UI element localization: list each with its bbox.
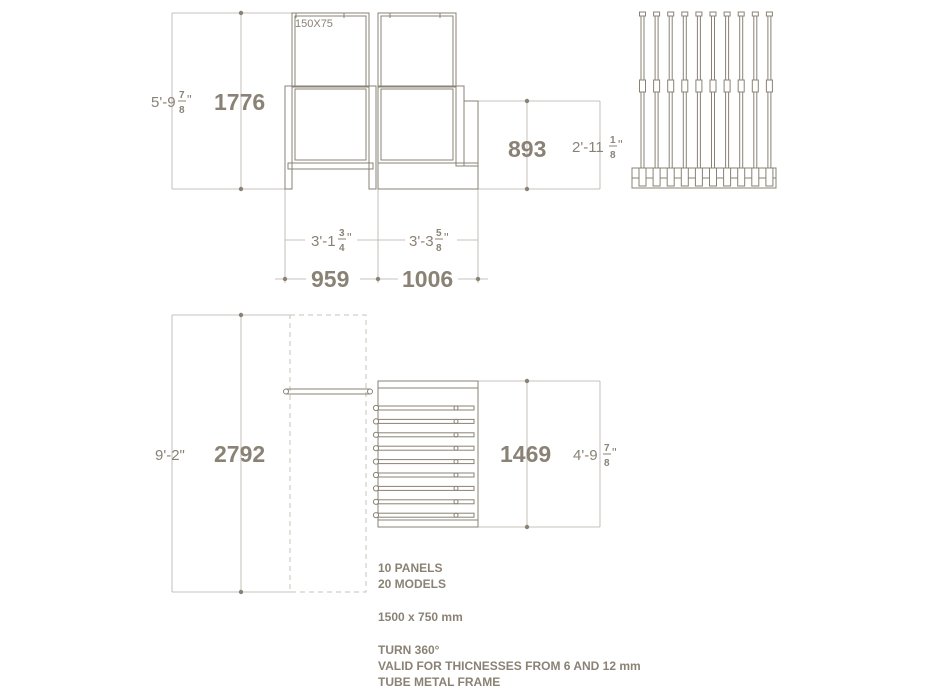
- note-frame: TUBE METAL FRAME: [378, 675, 501, 689]
- front-right-panel: [378, 13, 478, 189]
- base-height-ft-den: 8: [610, 150, 616, 161]
- plan-rod: [373, 419, 474, 424]
- side-view-rod: [766, 12, 773, 186]
- side-view-rod: [653, 12, 660, 186]
- depth-mm: 1469: [500, 441, 552, 467]
- base-height-ft-int: 2'-11: [572, 139, 604, 156]
- notes-features-block: [378, 642, 641, 690]
- inch-mark: ": [444, 230, 449, 245]
- profile-label: 150X75: [295, 18, 333, 30]
- side-view-rod: [681, 12, 688, 186]
- height-ft-int: 5'-9: [151, 94, 176, 111]
- depth-ft-num: 7: [604, 443, 610, 454]
- note-valid: VALID FOR THICNESSES FROM 6 AND 12 mm: [378, 659, 641, 673]
- rotation-envelope: [290, 315, 366, 592]
- width-left-mm: 959: [311, 266, 350, 292]
- plan-frame: [378, 381, 478, 527]
- height-mm: 1776: [214, 89, 266, 115]
- note-panels: 10 PANELS: [378, 561, 443, 575]
- width-right-ft-num: 5: [436, 228, 442, 239]
- height-ft-den: 8: [179, 105, 185, 116]
- side-view-rod: [710, 12, 717, 186]
- notes-size-block: [378, 609, 463, 625]
- depth-ft-int: 4'-9: [573, 447, 598, 464]
- width-right-ft-den: 8: [436, 243, 442, 254]
- plan-rod: [373, 486, 474, 491]
- inch-mark: ": [187, 92, 192, 107]
- plan-rod: [373, 499, 474, 504]
- side-view-rod: [667, 12, 674, 186]
- plan-rod: [373, 446, 474, 451]
- side-view-rod: [695, 12, 702, 186]
- side-view-rod: [639, 12, 646, 186]
- side-view-rod: [738, 12, 745, 186]
- width-left-ft-den: 4: [339, 243, 345, 254]
- plan-rod: [373, 459, 474, 464]
- total-ft: 9'-2": [155, 447, 185, 464]
- width-right-ft-int: 3'-3: [409, 233, 434, 250]
- plan-rod: [373, 405, 474, 410]
- base-height-mm: 893: [508, 136, 547, 162]
- plan-swung-panel: [284, 389, 373, 394]
- plan-rods: [373, 405, 474, 517]
- plan-rod: [373, 472, 474, 477]
- height-ft-num: 7: [179, 90, 185, 101]
- note-turn: TURN 360°: [378, 643, 440, 657]
- depth-ft-den: 8: [604, 458, 610, 469]
- width-left-ft-int: 3'-1: [311, 233, 336, 250]
- plan-rod: [373, 432, 474, 437]
- width-left-ft-num: 3: [339, 228, 345, 239]
- note-models: 20 MODELS: [378, 577, 447, 591]
- side-view: [632, 12, 776, 188]
- front-view: [151, 11, 623, 292]
- plan-rod: [373, 513, 474, 518]
- front-view-dim-dots: [239, 11, 529, 281]
- side-view-rod: [724, 12, 731, 186]
- plan-view: [155, 313, 617, 594]
- width-right-mm: 1006: [402, 266, 454, 292]
- total-mm: 2792: [214, 441, 266, 467]
- note-size: 1500 x 750 mm: [378, 610, 463, 624]
- side-view-rod: [752, 12, 759, 186]
- front-left-panel: [285, 13, 376, 189]
- inch-mark: ": [618, 137, 623, 152]
- inch-mark: ": [347, 230, 352, 245]
- plan-view-dim-dots: [239, 313, 529, 594]
- notes-block: [378, 560, 446, 592]
- base-height-ft-num: 1: [610, 135, 616, 146]
- inch-mark: ": [612, 445, 617, 460]
